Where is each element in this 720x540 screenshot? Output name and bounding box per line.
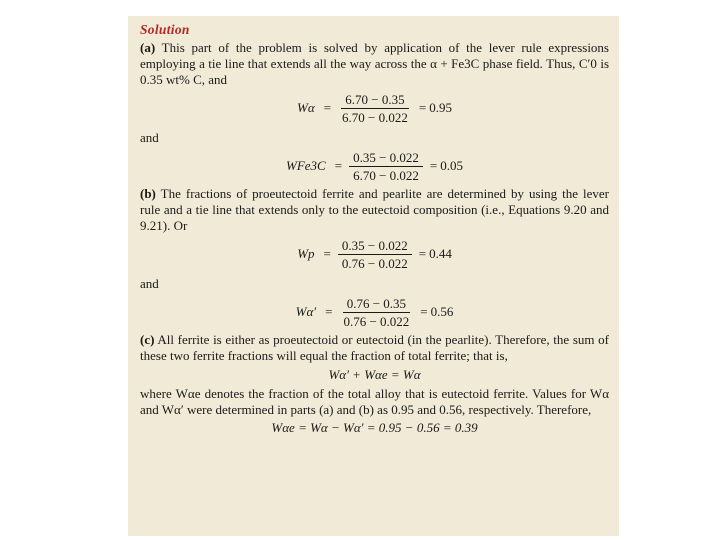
eq3-lhs: Wp xyxy=(297,246,315,261)
part-a-text: This part of the problem is solved by application of the lever rule expressions employing a tie line that extends all the way across the α + Fe3C phase field. Thus, C′0 is 0.35 wt% C, and xyxy=(140,40,609,87)
solution-panel xyxy=(128,16,619,536)
eq2-lhs: WFe3C xyxy=(286,158,326,173)
eq4-lhs: Wα′ xyxy=(295,304,317,319)
equation-w-alpha: Wα = $\frac{6.70 - 0.35}{6.70 - 0.022}$ = 0.95 xyxy=(297,91,452,125)
part-b-paragraph xyxy=(140,186,609,234)
eq2-denominator: 6.70 − 0.022 xyxy=(353,167,419,183)
eq1-numerator: 6.70 − 0.35 xyxy=(341,92,408,109)
equation-w-fe3c: WFe3C = $\frac{0.35 - 0.022}{6.70 - 0.022}$ = 0.05 xyxy=(286,149,463,183)
eq2-numerator: 0.35 − 0.022 xyxy=(349,150,423,167)
part-b-label: (b) xyxy=(140,186,156,201)
eq1-lhs: Wα xyxy=(297,100,315,115)
solution-heading: Solution xyxy=(140,22,190,37)
part-c-paragraph xyxy=(140,332,609,364)
part-c-text: All ferrite is either as proeutectoid or eutectoid (in the pearlite). Therefore, the sum of these two ferrite fractions will equal the fraction of total ferrite; that is, xyxy=(140,332,609,363)
closing-paragraph: where Wαe denotes the fraction of the total alloy that is eutectoid ferrite. Values for Wα and Wα′ were determined in parts (a) and (b) as 0.95 and 0.56, respectively. Therefore, xyxy=(140,386,609,417)
eq4-denominator: 0.76 − 0.022 xyxy=(343,313,410,329)
eq2-result: 0.05 xyxy=(440,158,463,173)
part-a-paragraph xyxy=(140,40,609,88)
part-c-label: (c) xyxy=(140,332,155,347)
eq3-numerator: 0.35 − 0.022 xyxy=(338,238,412,255)
eq3-denominator: 0.76 − 0.022 xyxy=(341,255,408,271)
equation-ferrite-sum: Wα′ + Wαe = Wα xyxy=(328,367,421,382)
part-a-label: (a) xyxy=(140,40,156,55)
equation-w-alpha-prime: Wα′ = $\frac{0.76 - 0.35}{0.76 - 0.022}$ = 0.56 xyxy=(295,295,454,329)
eq3-result: 0.44 xyxy=(429,246,452,261)
eq1-denominator: 6.70 − 0.022 xyxy=(342,109,408,125)
eq3-fraction xyxy=(338,238,412,271)
part-b-text: The fractions of proeutectoid ferrite and pearlite are determined by using the lever rule and a tie line that extends only to the eutectoid composition (i.e., Equations 9.20 and 9.21). Or xyxy=(140,186,609,233)
eq4-numerator: 0.76 − 0.35 xyxy=(343,296,410,313)
eq4-fraction xyxy=(339,296,413,329)
eq4-result: 0.56 xyxy=(430,304,454,319)
equation-eutectoid-ferrite: Wαe = Wα − Wα′ = 0.95 − 0.56 = 0.39 xyxy=(271,420,478,435)
equation-w-p: Wp = $\frac{0.35 - 0.022}{0.76 - 0.022}$ = 0.44 xyxy=(297,237,452,271)
eq1-result: 0.95 xyxy=(429,100,452,115)
and-connector-2: and xyxy=(140,276,159,291)
and-connector-1: and xyxy=(140,130,159,145)
eq1-fraction xyxy=(338,92,412,125)
eq2-fraction xyxy=(349,150,423,183)
